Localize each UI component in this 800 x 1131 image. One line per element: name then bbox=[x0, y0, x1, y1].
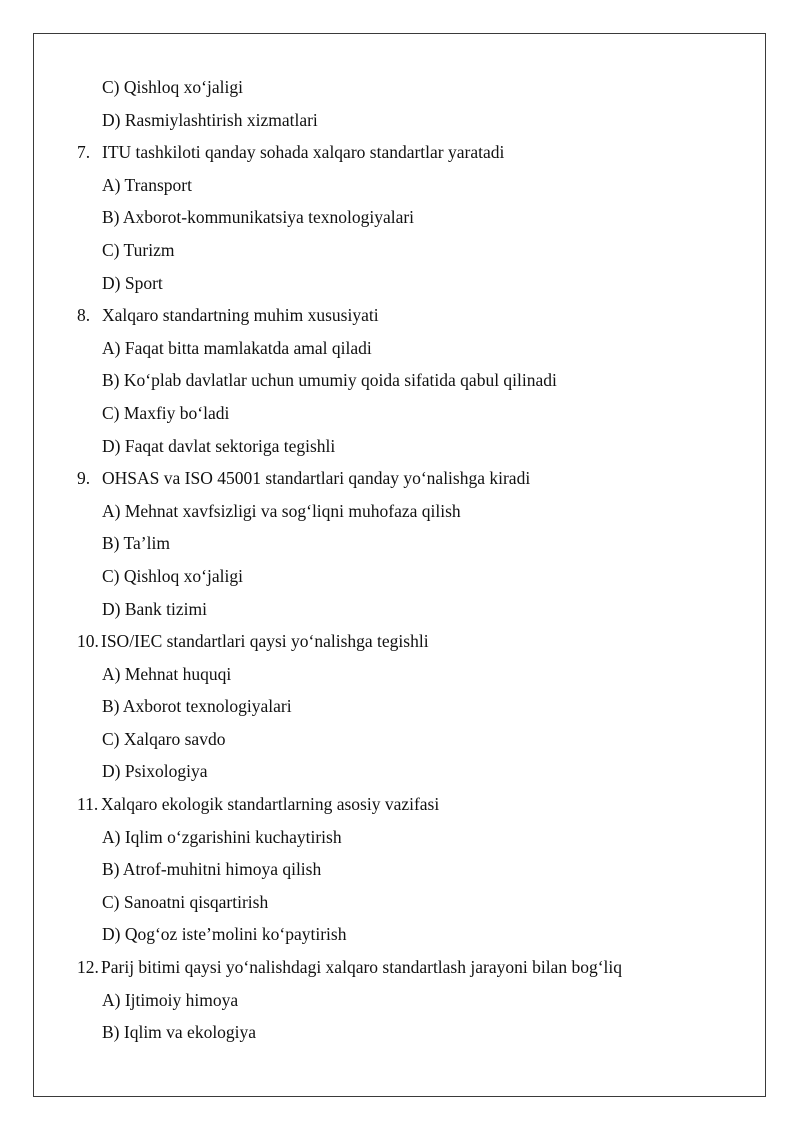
answer-option: B) Ko‘plab davlatlar uchun umumiy qoida sifatida qabul qilinadi bbox=[102, 370, 557, 391]
question-item bbox=[0, 625, 800, 658]
answer-option: B) Atrof-muhitni himoya qilish bbox=[102, 859, 322, 880]
question-item bbox=[0, 299, 800, 332]
question-text: ISO/IEC standartlari qaysi yo‘nalishga tegishli bbox=[101, 631, 429, 652]
answer-option: C) Qishloq xo‘jaligi bbox=[102, 77, 243, 97]
question-item bbox=[0, 788, 800, 821]
question-text: Xalqaro standartning muhim xususiyati bbox=[102, 305, 379, 326]
answer-option: D) Psixologiya bbox=[102, 761, 208, 782]
answer-option: C) Qishloq xo‘jaligi bbox=[102, 565, 243, 586]
answer-option: C) Turizm bbox=[102, 239, 175, 260]
answer-option: B) Axborot-kommunikatsiya texnologiyalari bbox=[102, 207, 415, 228]
answer-option: C) Xalqaro savdo bbox=[102, 728, 226, 749]
answer-option: A) Iqlim o‘zgarishini kuchaytirish bbox=[102, 826, 342, 847]
question-text: Parij bitimi qaysi yo‘nalishdagi xalqaro standartlash jarayoni bilan bog‘liq bbox=[101, 957, 623, 978]
question-text: ITU tashkiloti qanday sohada xalqaro standartlar yaratadi bbox=[102, 142, 505, 163]
question-item bbox=[0, 136, 800, 169]
question-item bbox=[0, 462, 800, 495]
answer-option: C) Maxfiy bo‘ladi bbox=[102, 402, 230, 423]
answer-option: B) Axborot texnologiyalari bbox=[102, 696, 292, 717]
question-item bbox=[0, 951, 800, 984]
answer-option: D) Qog‘oz iste’molini ko‘paytirish bbox=[102, 924, 347, 945]
question-text: Xalqaro ekologik standartlarning asosiy vazifasi bbox=[101, 794, 440, 815]
answer-option: D) Faqat davlat sektoriga tegishli bbox=[102, 435, 336, 456]
answer-option: B) Ta’lim bbox=[102, 533, 170, 554]
question-list bbox=[0, 71, 800, 1049]
question-number: 8. bbox=[77, 305, 91, 326]
answer-option: D) Sport bbox=[102, 272, 163, 293]
question-number: 7. bbox=[77, 142, 91, 163]
answer-option: A) Transport bbox=[102, 174, 192, 195]
answer-option: A) Mehnat xavfsizligi va sog‘liqni muhofaza qilish bbox=[102, 500, 461, 521]
question-number: 9. bbox=[77, 468, 91, 489]
question-number: 12. bbox=[77, 957, 99, 978]
answer-option: A) Mehnat huquqi bbox=[102, 663, 232, 684]
answer-option: B) Iqlim va ekologiya bbox=[102, 1022, 257, 1043]
answer-option: D) Rasmiylashtirish xizmatlari bbox=[102, 109, 318, 130]
answer-option: A) Faqat bitta mamlakatda amal qiladi bbox=[102, 337, 372, 358]
answer-option: A) Ijtimoiy himoya bbox=[102, 989, 239, 1010]
question-number: 11. bbox=[77, 794, 99, 815]
answer-option: D) Bank tizimi bbox=[102, 598, 207, 619]
question-text: OHSAS va ISO 45001 standartlari qanday yo‘nalishga kiradi bbox=[102, 468, 531, 489]
answer-option: C) Sanoatni qisqartirish bbox=[102, 891, 269, 912]
question-number: 10. bbox=[77, 631, 99, 652]
